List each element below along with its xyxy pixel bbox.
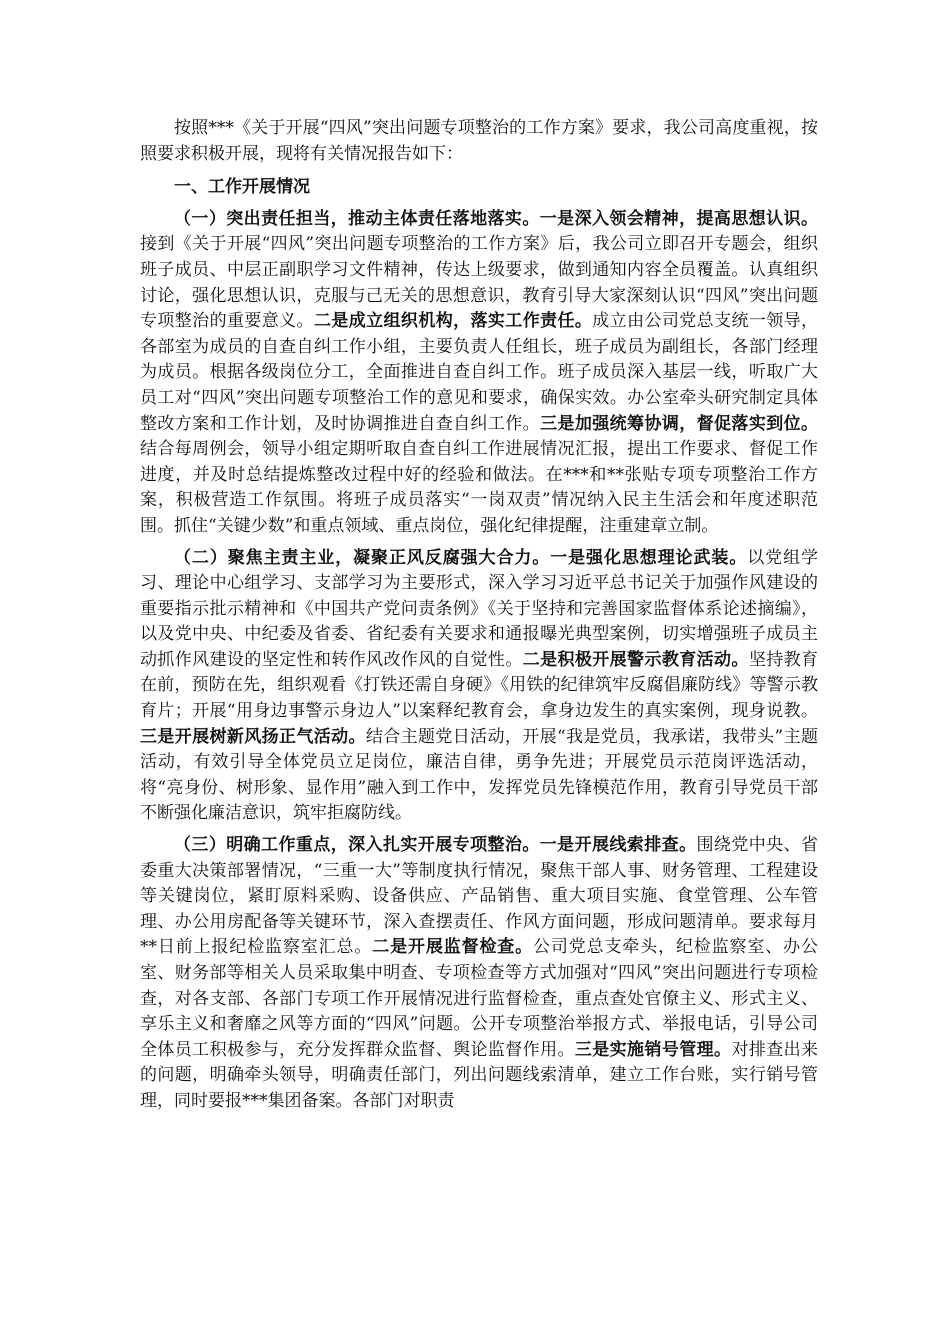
paragraph-3-point-3: 三是实施销号管理。 bbox=[574, 1039, 732, 1060]
paragraph-3-text-1: 围绕党中央、省委重大决策部署情况，“三重一大”等制度执行情况，聚焦干部人事、财务管理、工程建设等关键岗位，紧盯原料采购、设备供应、产品销售、重大项目实施、食堂管理、公车管理、办公用房配备等关键环节，深入查摆责任、作风方面问题，形成问题清单。要求每月**日前上报纪检监察室汇总。 bbox=[140, 835, 818, 958]
paragraph-1-point-3: 三是加强统筹协调，督促落实到位。 bbox=[540, 413, 818, 434]
paragraph-1-text-1: 接到《关于开展“四风”突出问题专项整治的工作方案》后，我公司立即召开专题会，组织班子成员、中层正副职学习文件精神，传达上级要求，做到通知内容全员覆盖。认真组织讨论，强化思想认识，克服与己无关的思想意识，教育引导大家深刻认识“四风”突出问题专项整治的重要意义。 bbox=[140, 234, 818, 332]
paragraph-2-text-3: 结合主题党日活动，开展“我是党员，我承诺，我带头”主题活动，有效引导全体党员立足岗位，廉洁自律，勇争先进；开展党员示范岗评选活动，将“亮身份、树形象、显作用”融入到工作中，发挥党员先锋模范作用，教育引导党员干部不断强化廉洁意识，筑牢拒腐防线。 bbox=[140, 726, 818, 824]
paragraph-2-point-3: 三是开展树新风扬正气活动。 bbox=[140, 726, 366, 747]
paragraph-3-text-3: 对排查出来的问题，明确牵头领导，明确责任部门，列出问题线索清单，建立工作台账，实行销号管理，同时要报***集团备案。各部门对职责 bbox=[140, 1039, 819, 1111]
paragraph-3-heading: （三）明确工作重点，深入扎实开展专项整治。 bbox=[174, 835, 540, 856]
paragraph-1-text-2: 成立由公司党总支统一领导，各部室为成员的自查自纠工作小组，主要负责人任组长，班子成员为副组长，各部门经理为成员。根据各级岗位分工，全面推进自查自纠工作。班子成员深入基层一线，听取广大员工对“四风”突出问题专项整治工作的意见和要求，确保实效。办公室牵头研究制定具体整改方案和工作计划，及时协调推进自查自纠工作。 bbox=[140, 311, 819, 434]
paragraph-2-point-2: 二是积极开展警示教育活动。 bbox=[522, 649, 749, 670]
paragraph-3 bbox=[140, 833, 818, 1115]
paragraph-2 bbox=[140, 546, 818, 828]
paragraph-3-point-2: 二是开展监督检查。 bbox=[372, 937, 534, 958]
paragraph-1 bbox=[140, 207, 818, 540]
document-page bbox=[140, 116, 818, 1115]
paragraph-1-point-1: 一是深入领会精神，提高思想认识。 bbox=[539, 208, 818, 229]
section-heading: 一、工作开展情况 bbox=[174, 177, 310, 198]
paragraph-3-text-2: 公司党总支牵头，纪检监察室、办公室、财务部等相关人员采取集中明查、专项检查等方式加强对“四风”突出问题进行专项检查，对各支部、各部门专项工作开展情况进行监督检查，重点查处官僚主义、形式主义、享乐主义和奢靡之风等方面的“四风”问题。公开专项整治举报方式、举报电话，引导公司全体员工积极参与，充分发挥群众监督、舆论监督作用。 bbox=[140, 937, 819, 1060]
paragraph-2-heading: （二）聚焦主责主业，凝聚正风反腐强大合力。 bbox=[174, 547, 551, 568]
intro-paragraph: 按照***《关于开展“四风”突出问题专项整治的工作方案》要求，我公司高度重视，按照要求积极开展，现将有关情况报告如下： bbox=[140, 118, 818, 164]
paragraph-2-text-2: 坚持教育在前，预防在先，组织观看《打铁还需自身硬》《用铁的纪律筑牢反腐倡廉防线》等警示教育片；开展“用身边事警示身边人”以案释纪教育会，拿身边发生的真实案例，现身说教。 bbox=[140, 649, 819, 722]
paragraph-2-text-1: 以党组学习、理论中心组学习、支部学习为主要形式，深入学习习近平总书记关于加强作风建设的重要指示批示精神和《中国共产党问责条例》《关于坚持和完善国家监督体系论述摘编》，以及党中央、中纪委及省委、省纪委有关要求和通报曝光典型案例，切实增强班子成员主动抓作风建设的坚定性和转作风改作风的自觉性。 bbox=[140, 547, 819, 670]
paragraph-1-text-3: 结合每周例会，领导小组定期听取自查自纠工作进展情况汇报，提出工作要求、督促工作进度，并及时总结提炼整改过程中好的经验和做法。在***和**张贴专项专项整治工作方案，积极营造工作氛围。将班子成员落实“一岗双责”情况纳入民主生活会和年度述职范围。抓住“关键少数”和重点领域、重点岗位，强化纪律提醒，注重建章立制。 bbox=[140, 439, 818, 536]
paragraph-1-heading: （一）突出责任担当，推动主体责任落地落实。 bbox=[174, 208, 540, 229]
paragraph-1-point-2: 二是成立组织机构，落实工作责任。 bbox=[313, 311, 593, 332]
paragraph-3-point-1: 一是开展线索排查。 bbox=[539, 835, 697, 856]
paragraph-2-point-1: 一是强化思想理论武装。 bbox=[550, 547, 748, 568]
